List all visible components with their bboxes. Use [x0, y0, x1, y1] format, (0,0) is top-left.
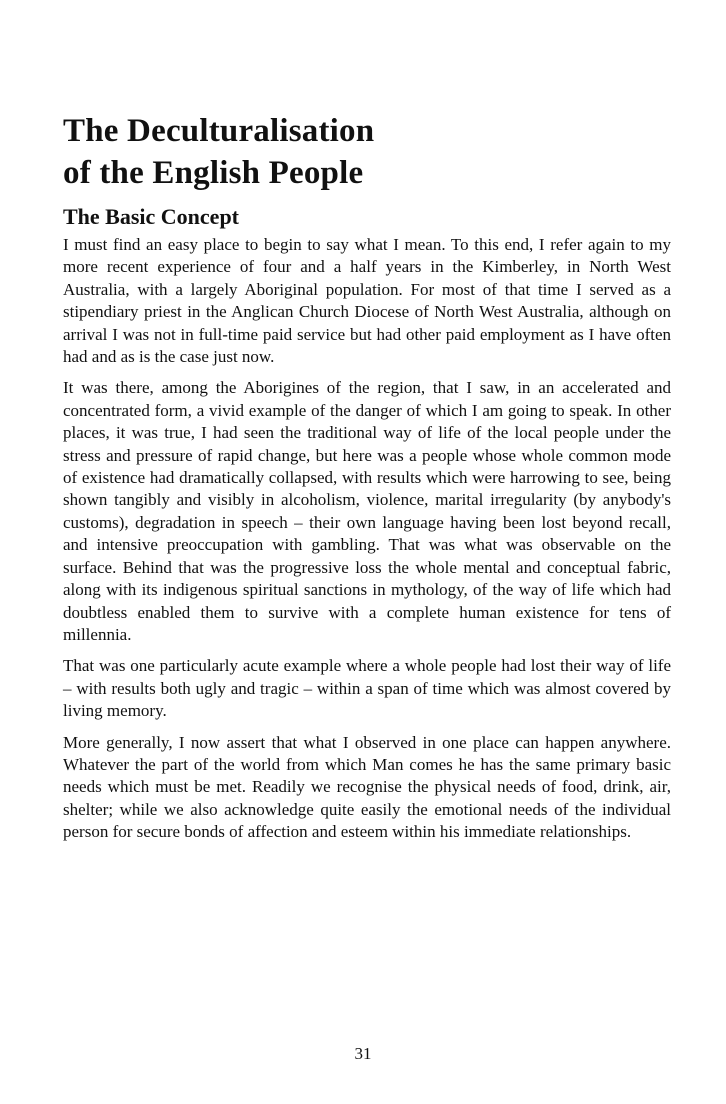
chapter-title-line-1: The Deculturalisation [63, 113, 375, 149]
page-number: 31 [354, 1044, 372, 1063]
paragraph-2: It was there, among the Aborigines of the region, that I saw, in an accelerated and concentrated form, a vivid example of the danger of which I am going to speak. In other places, it was true, I had seen the traditional way of life of the local people under the stress and pressure of rapid change, but here was a people whose whole common mode of existence had dramatically collapsed, with results which were harrowing to see, being shown tangibly and visibly in alcoholism, violence, marital irregularity (by anybody's customs), degradation in speech – their own language having been lost beyond recall, and intensive preoccupation with gambling. That was what was observable on the surface. Behind that was the progressive loss the whole mental and conceptual fabric, along with its indigenous spiritual sanctions in mythology, of the way of life which had doubtless enabled them to survive with a complete human existence for tens of millennia. [63, 378, 671, 644]
book-page [63, 110, 671, 853]
section-heading: The Basic Concept [63, 204, 239, 229]
chapter-title [63, 110, 671, 194]
paragraph-4: More generally, I now assert that what I observed in one place can happen anywhere. Whatever the part of the world from which Man comes he has the same primary basic needs which must be met. Readily we recognise the physical needs of food, drink, air, shelter; while we also acknowledge quite easily the emotional needs of the individual person for secure bonds of affection and esteem within his immediate relationships. [63, 732, 671, 842]
chapter-title-line-2: of the English People [63, 155, 364, 191]
paragraph-3: That was one particularly acute example where a whole people had lost their way of life – with results both ugly and tragic – within a span of time which was almost covered by living memory. [63, 656, 671, 721]
paragraph-1: I must find an easy place to begin to say what I mean. To this end, I refer again to my more recent experience of four and a half years in the Kimberley, in North West Australia, with a largely Aboriginal population. For most of that time I served as a stipendiary priest in the Anglican Church Diocese of North West Australia, although on arrival I was not in full-time paid service but had other paid employment as I have often had and as is the case just now. [63, 235, 671, 367]
